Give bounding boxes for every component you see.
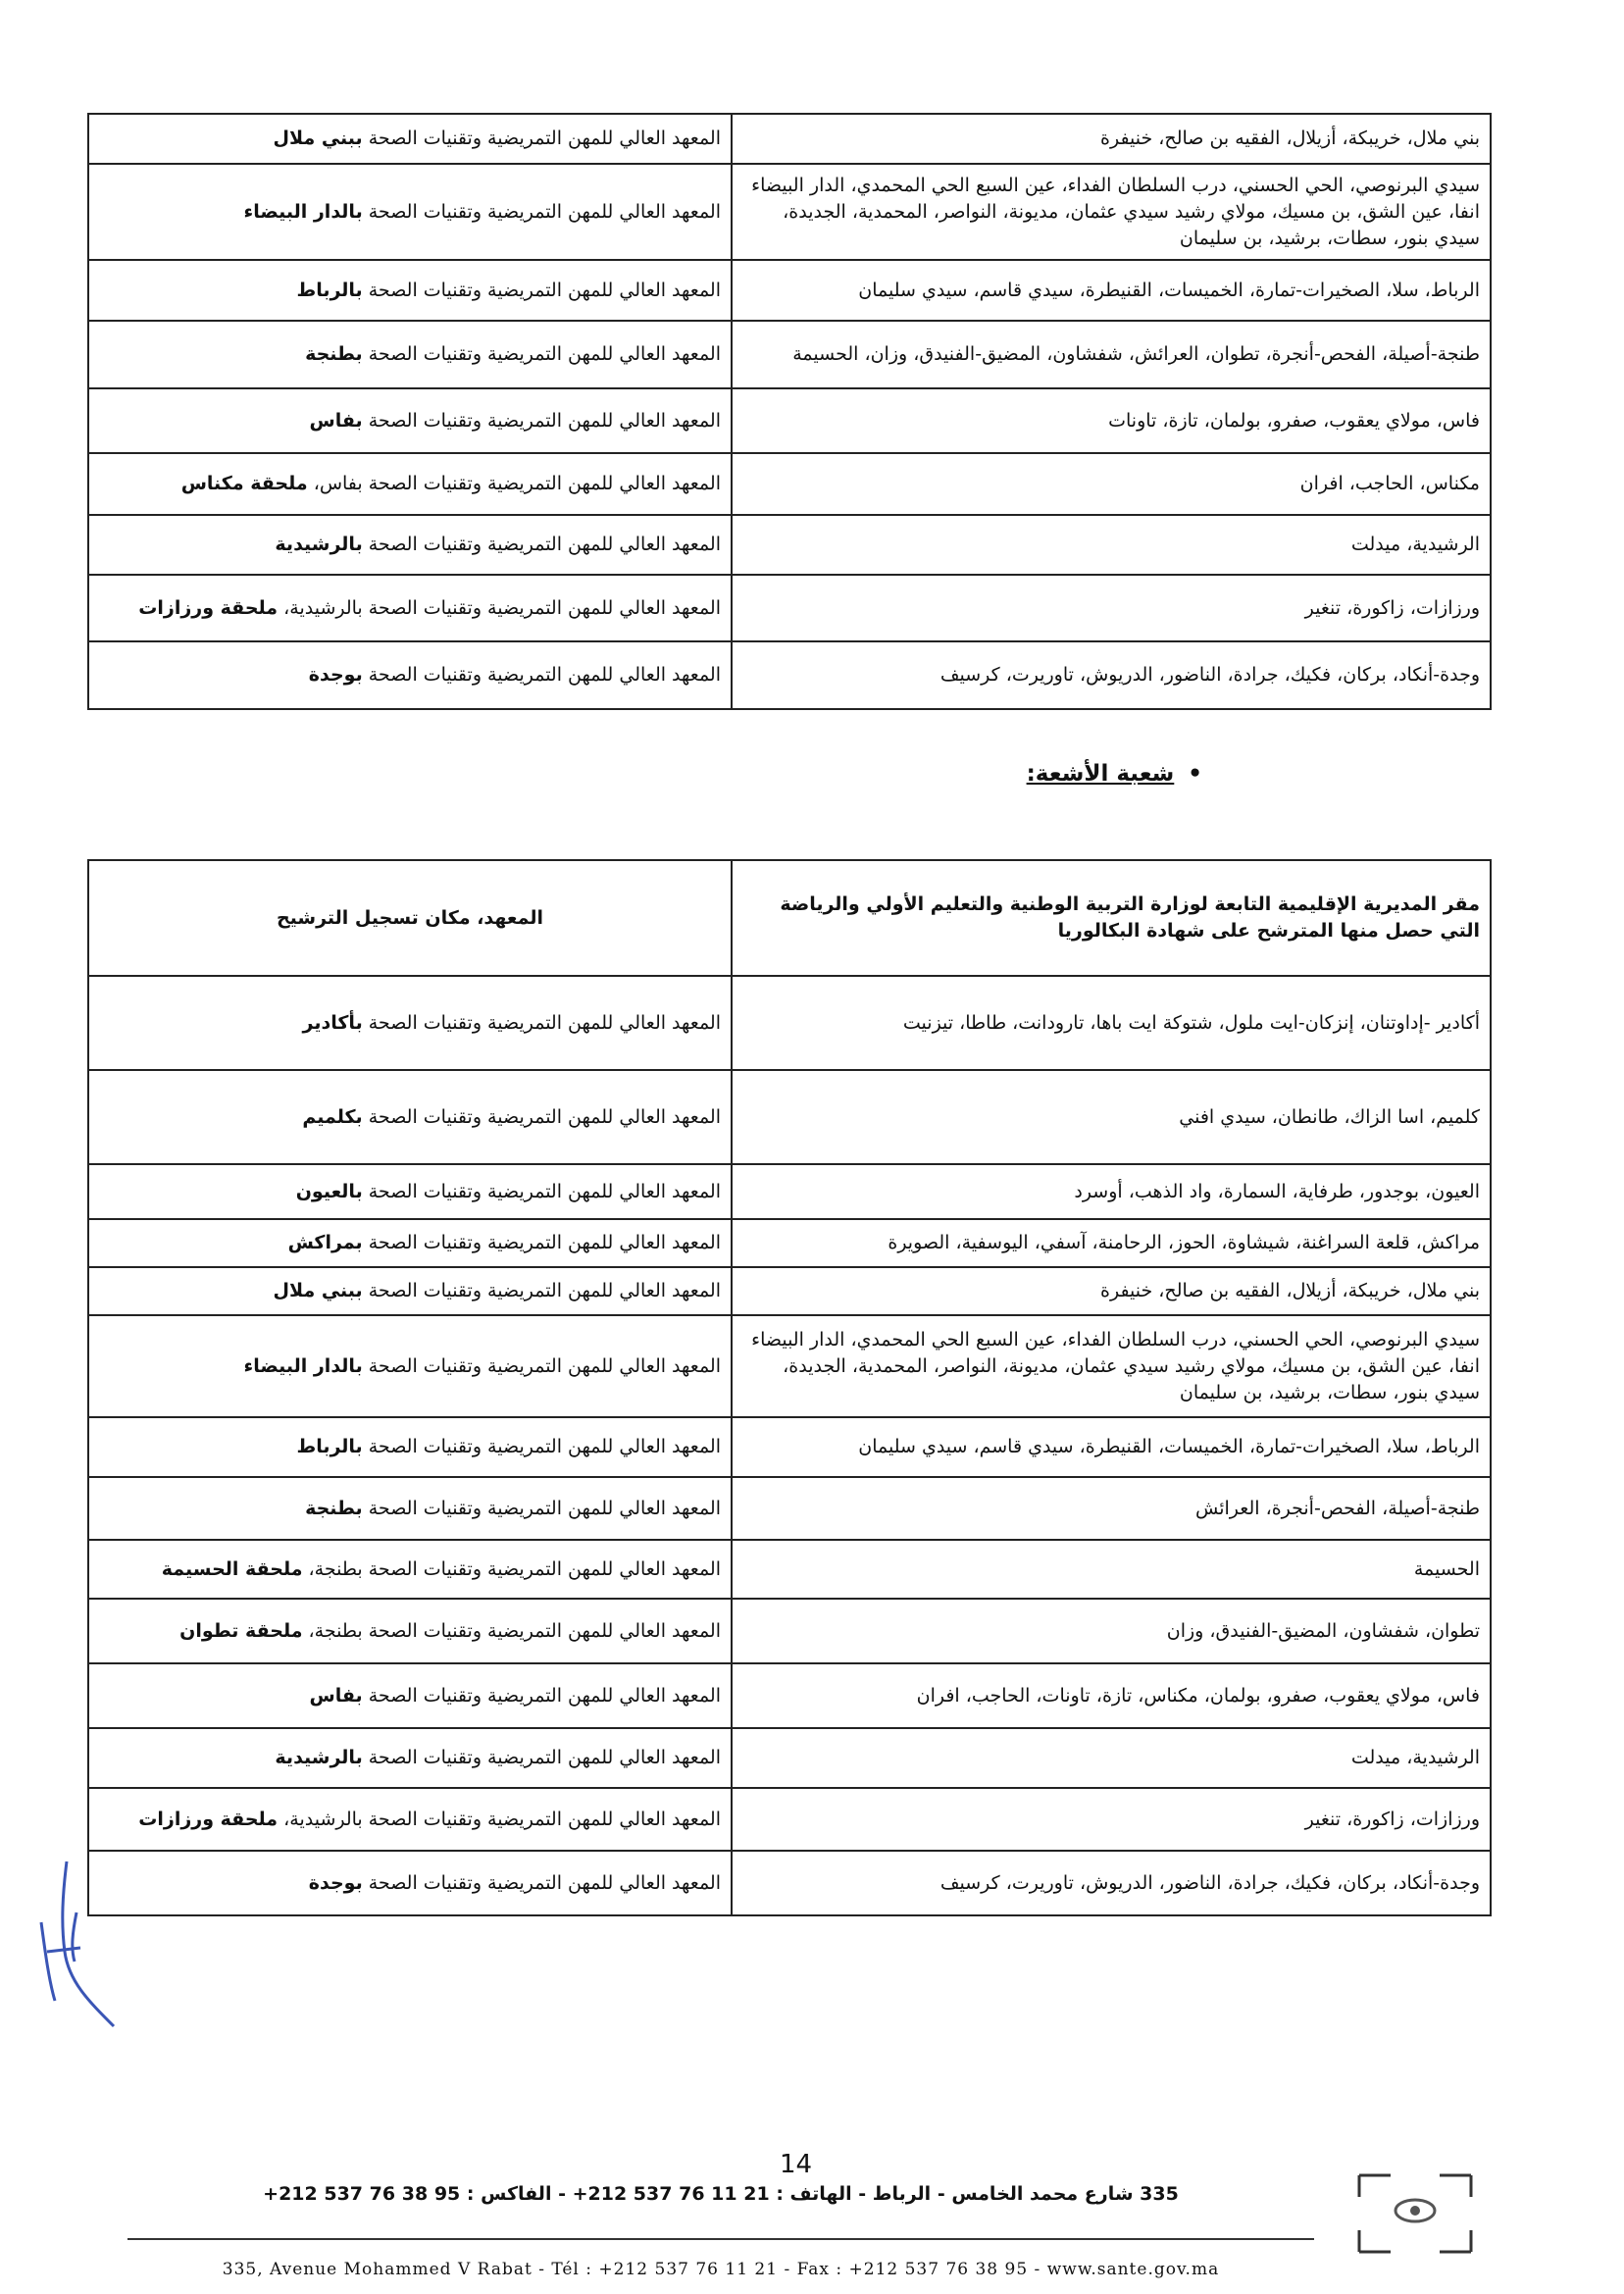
region-cell: سيدي البرنوصي، الحي الحسني، درب السلطان الفداء، عين السبع الحي المحمدي، الدار البيضاء انفا، عين الشق، بن مسيك، مولاي رشيد سيدي عثمان، مديونة، النواصر، المحمدية، الجديدة، سيدي بنور، سطات، برشيد، بن سليمان (732, 1315, 1491, 1417)
handwritten-signature-icon (20, 1854, 127, 2030)
region-cell: سيدي البرنوصي، الحي الحسني، درب السلطان الفداء، عين السبع الحي المحمدي، الدار البيضاء انفا، عين الشق، بن مسيك، مولاي رشيد سيدي عثمان، مديونة، النواصر، المحمدية، الجديدة، سيدي بنور، سطات، برشيد، بن سليمان (732, 164, 1491, 260)
institute-name: المعهد العالي للمهن التمريضية وتقنيات الصحة بالرشيدية، (283, 1808, 721, 1830)
institutes-table-radiology (87, 859, 1492, 1916)
institute-name: المعهد العالي للمهن التمريضية وتقنيات الصحة (368, 1105, 721, 1128)
institute-name: المعهد العالي للمهن التمريضية وتقنيات الصحة بطنجة، (308, 1557, 721, 1580)
institute-name: المعهد العالي للمهن التمريضية وتقنيات الصحة (368, 1011, 721, 1034)
section-title: شعبة الأشعة: (1026, 761, 1175, 787)
table-row (88, 1417, 1491, 1477)
institute-name: المعهد العالي للمهن التمريضية وتقنيات الصحة (368, 409, 721, 432)
table-row (88, 641, 1491, 709)
table-row (88, 321, 1491, 388)
institute-cell (88, 1788, 732, 1851)
table-row (88, 1540, 1491, 1599)
footer-address-arabic: 335 شارع محمد الخامس - الرباط - الهاتف : 21 11 76 537 212+ - الفاكس : 95 38 76 537 212+ (263, 2183, 1179, 2205)
institute-name: المعهد العالي للمهن التمريضية وتقنيات الصحة (368, 200, 721, 223)
institute-cell (88, 1477, 732, 1540)
section-heading-radiology (1027, 761, 1202, 787)
institute-cell (88, 453, 732, 515)
region-cell: طنجة-أصيلة، الفحص-أنجرة، تطوان، العرائش، شفشاون، المضيق-الفنيدق، وزان، الحسيمة (732, 321, 1491, 388)
institute-city: بالدار البيضاء (243, 200, 363, 223)
institute-name: المعهد العالي للمهن التمريضية وتقنيات الصحة (368, 1497, 721, 1519)
institute-city: بوجدة (308, 664, 363, 686)
institute-cell (88, 575, 732, 641)
institute-cell (88, 1540, 732, 1599)
table-row (88, 1219, 1491, 1267)
institute-cell (88, 515, 732, 575)
institute-name: المعهد العالي للمهن التمريضية وتقنيات الصحة (368, 1354, 721, 1377)
table-row (88, 575, 1491, 641)
institute-cell (88, 1599, 732, 1663)
region-cell: وجدة-أنكاد، بركان، فكيك، جرادة، الناضور، الدريوش، تاوريرت، كرسيف (732, 1851, 1491, 1915)
region-cell: الرشيدية، ميدلت (732, 1728, 1491, 1788)
institute-city: بالدار البيضاء (243, 1354, 363, 1377)
institute-name: المعهد العالي للمهن التمريضية وتقنيات الصحة (368, 1747, 721, 1768)
region-cell: فاس، مولاي يعقوب، صفرو، بولمان، مكناس، تازة، تاونات، الحاجب، افران (732, 1663, 1491, 1728)
institute-city: بالعيون (295, 1180, 363, 1202)
institute-cell (88, 1851, 732, 1915)
institute-name: المعهد العالي للمهن التمريضية وتقنيات الصحة (368, 1871, 721, 1894)
institute-city: ملحقة مكناس (180, 473, 308, 494)
region-cell: طنجة-أصيلة، الفحص-أنجرة، العرائش (732, 1477, 1491, 1540)
institute-name: المعهد العالي للمهن التمريضية وتقنيات الصحة (368, 664, 721, 686)
table-row (88, 114, 1491, 164)
institute-cell (88, 1267, 732, 1315)
institute-city: بالرباط (296, 1436, 363, 1457)
table-row (88, 1663, 1491, 1728)
institute-city: ملحقة ورزازات (138, 1808, 279, 1830)
region-cell: أكادير -إداوتنان، إنزكان-ايت ملول، شتوكة ايت باها، تارودانت، طاطا، تيزنيت (732, 976, 1491, 1070)
institute-cell (88, 1164, 732, 1219)
institute-name: المعهد العالي للمهن التمريضية وتقنيات الصحة (368, 534, 721, 555)
table-row (88, 260, 1491, 321)
table-row (88, 388, 1491, 453)
table-row (88, 453, 1491, 515)
region-cell: تطوان، شفشاون، المضيق-الفنيدق، وزان (732, 1599, 1491, 1663)
institute-cell (88, 641, 732, 709)
table-row (88, 1788, 1491, 1851)
institute-city: بفاس (309, 1684, 363, 1707)
institute-city: ببني ملال (273, 127, 363, 149)
region-cell: بني ملال، خريبكة، أزيلال، الفقيه بن صالح، خنيفرة (732, 1267, 1491, 1315)
institute-city: بطنجة (305, 1497, 363, 1519)
institute-city: ملحقة الحسيمة (161, 1557, 303, 1580)
institute-name: المعهد العالي للمهن التمريضية وتقنيات الصحة (368, 1436, 721, 1457)
institute-city: بكلميم (302, 1105, 363, 1128)
institute-city: بأكادير (302, 1011, 363, 1034)
institute-name: المعهد العالي للمهن التمريضية وتقنيات الصحة بطنجة، (308, 1619, 721, 1642)
table-row (88, 1164, 1491, 1219)
page-number: 14 (780, 2150, 813, 2179)
table-row (88, 976, 1491, 1070)
institute-cell (88, 114, 732, 164)
institutes-table-1 (87, 113, 1492, 710)
table-header-row (88, 860, 1491, 976)
table-row (88, 1477, 1491, 1540)
institute-name: المعهد العالي للمهن التمريضية وتقنيات الصحة (368, 1232, 721, 1253)
bullet-icon: • (1188, 761, 1202, 787)
institute-city: ملحقة تطوان (179, 1619, 303, 1642)
institute-city: بالرباط (296, 279, 363, 301)
region-cell: ورزازات، زاكورة، تنغير (732, 575, 1491, 641)
institute-city: بطنجة (305, 343, 363, 365)
institute-cell (88, 1070, 732, 1164)
region-cell: الرشيدية، ميدلت (732, 515, 1491, 575)
region-cell: العيون، بوجدور، طرفاية، السمارة، واد الذهب، أوسرد (732, 1164, 1491, 1219)
institute-cell (88, 1728, 732, 1788)
institute-name: المعهد العالي للمهن التمريضية وتقنيات الصحة (368, 343, 721, 365)
region-cell: ورزازات، زاكورة، تنغير (732, 1788, 1491, 1851)
region-cell: كلميم، اسا الزاك، طانطان، سيدي افني (732, 1070, 1491, 1164)
table-row (88, 164, 1491, 260)
table-row (88, 1267, 1491, 1315)
institute-cell (88, 1219, 732, 1267)
institute-name: المعهد العالي للمهن التمريضية وتقنيات الصحة بالرشيدية، (283, 596, 721, 619)
institute-city: بالرشيدية (275, 1747, 363, 1768)
ministry-logo-icon (1351, 2169, 1479, 2258)
footer-address-latin: 335, Avenue Mohammed V Rabat - Tél : +212 537 76 11 21 - Fax : +212 537 76 38 95 - www.sante.gov.ma (222, 2260, 1220, 2279)
region-cell: مراكش، قلعة السراغنة، شيشاوة، الحوز، الرحامنة، آسفي، اليوسفية، الصويرة (732, 1219, 1491, 1267)
region-cell: الحسيمة (732, 1540, 1491, 1599)
region-cell: الرباط، سلا، الصخيرات-تمارة، الخميسات، القنيطرة، سيدي قاسم، سيدي سليمان (732, 260, 1491, 321)
region-cell: وجدة-أنكاد، بركان، فكيك، جرادة، الناضور، الدريوش، تاوريرت، كرسيف (732, 641, 1491, 709)
institute-cell (88, 1417, 732, 1477)
institute-city: ببني ملال (273, 1280, 363, 1301)
institute-cell (88, 260, 732, 321)
region-cell: فاس، مولاي يعقوب، صفرو، بولمان، تازة، تاونات (732, 388, 1491, 453)
institute-name: المعهد العالي للمهن التمريضية وتقنيات الصحة (368, 1684, 721, 1707)
header-region: مقر المديرية الإقليمية التابعة لوزارة التربية الوطنية والتعليم الأولي والرياضة التي حصل منها المترشح على شهادة البكالوريا (732, 860, 1491, 976)
region-cell: الرباط، سلا، الصخيرات-تمارة، الخميسات، القنيطرة، سيدي قاسم، سيدي سليمان (732, 1417, 1491, 1477)
footer-divider (127, 2238, 1314, 2240)
institute-name: المعهد العالي للمهن التمريضية وتقنيات الصحة بفاس، (313, 473, 721, 494)
institute-city: بفاس (309, 409, 363, 432)
institute-city: بالرشيدية (275, 534, 363, 555)
institute-cell (88, 321, 732, 388)
institute-city: بمراكش (287, 1232, 363, 1253)
institute-city: بوجدة (308, 1871, 363, 1894)
table-row (88, 1070, 1491, 1164)
institute-cell (88, 976, 732, 1070)
institute-cell (88, 164, 732, 260)
institute-cell (88, 388, 732, 453)
institute-name: المعهد العالي للمهن التمريضية وتقنيات الصحة (368, 127, 721, 149)
institute-name: المعهد العالي للمهن التمريضية وتقنيات الصحة (368, 279, 721, 301)
institute-cell (88, 1663, 732, 1728)
table-row (88, 1599, 1491, 1663)
header-institute: المعهد، مكان تسجيل الترشيح (88, 860, 732, 976)
institute-name: المعهد العالي للمهن التمريضية وتقنيات الصحة (368, 1280, 721, 1301)
institute-cell (88, 1315, 732, 1417)
region-cell: بني ملال، خريبكة، أزيلال، الفقيه بن صالح، خنيفرة (732, 114, 1491, 164)
region-cell: مكناس، الحاجب، افران (732, 453, 1491, 515)
institute-city: ملحقة ورزازات (138, 596, 279, 619)
table-row (88, 1851, 1491, 1915)
table-row (88, 515, 1491, 575)
table-row (88, 1728, 1491, 1788)
table-row (88, 1315, 1491, 1417)
institute-name: المعهد العالي للمهن التمريضية وتقنيات الصحة (368, 1180, 721, 1202)
